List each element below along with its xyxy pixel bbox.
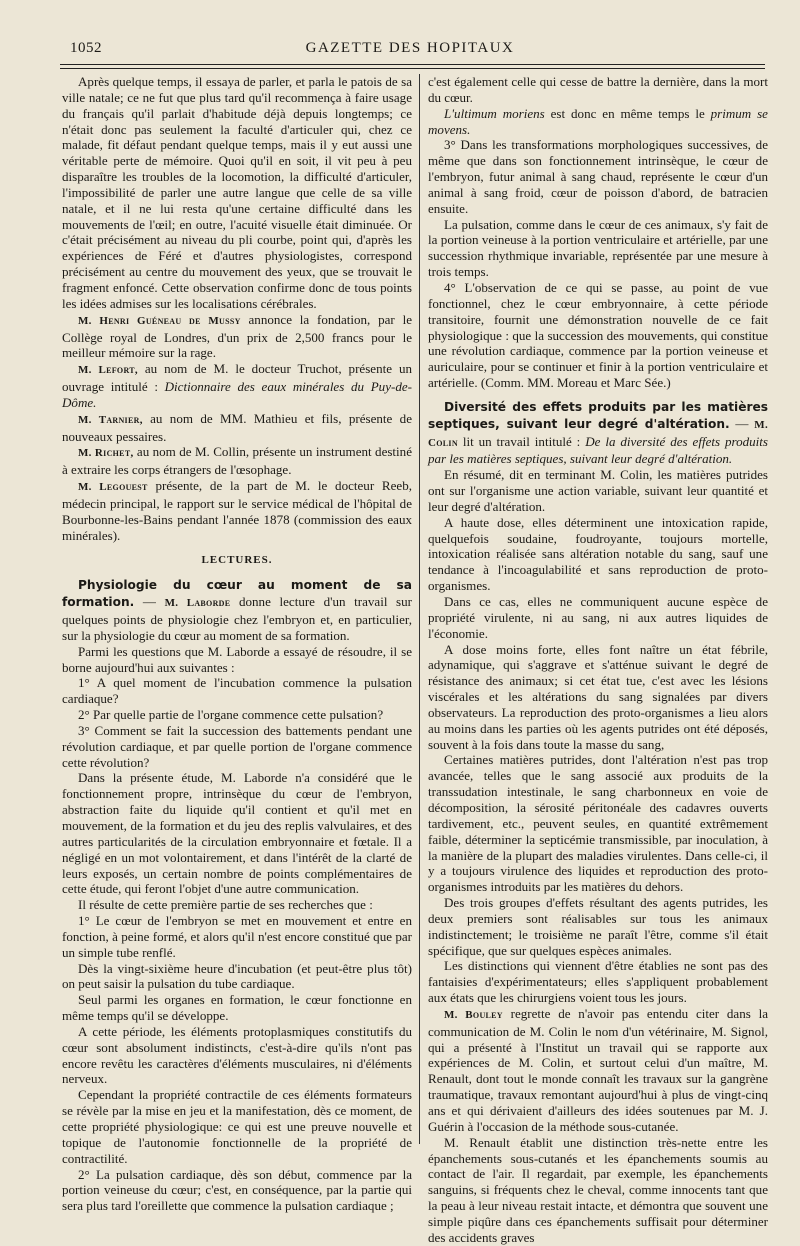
paragraph: M. Renault établit une distinction très-nette entre les épanchements sous-cutanés et les épanchements soumis au contact de l'air. Il regardait, par exemple, les épanchements sanguins, si fréquents chez le cheval, comme innocents tant que la peau à leur niveau restait intacte, et démontra que souvent une simple piqûre dans ces épanchements suffisait pour déterminer des accidents graves bbox=[428, 1134, 768, 1245]
article-heading: Physiologie du cœur au moment de sa formation. bbox=[62, 578, 412, 610]
paragraph: M. Tarnier, au nom de MM. Mathieu et fils, présente de nouveaux pessaires. bbox=[62, 410, 412, 444]
paragraph: 2° Par quelle partie de l'organe commence cette pulsation? bbox=[78, 707, 384, 723]
paragraph: M. Bouley regrette de n'avoir pas entendu citer dans la communication de M. Colin le nom d'un vétérinaire, M. Signol, qui a présenté à l'Institut un travail qui se rapporte aux expériences de M. Colin, et surtout celui d'un maître, M. Renault, dont tout le monde connaît les travaux sur la gangrène traumatique, travaux remontant aujourd'hui à plus de vingt-cinq ans et qui dérivaient d'ailleurs des idées soutenues par M. J. Guérin à l'occasion de la méthode sous-cutanée. bbox=[428, 1005, 768, 1134]
paragraph: Parmi les questions que M. Laborde a essayé de résoudre, il se borne aujourd'hui aux suivantes : bbox=[62, 643, 412, 675]
paragraph: Dans ce cas, elles ne communiquent aucune espèce de propriété virulente, ni au sang, ni aux autres liquides de l'économie. bbox=[428, 594, 768, 641]
column-divider bbox=[419, 74, 420, 1144]
paragraph: A haute dose, elles déterminent une intoxication rapide, quelquefois soudaine, foudroyante, toujours mortelle, intoxication réalisée sans altération notable du sang, sauf une tendance à l'incoagulabilité et sans reproduction de proto-organismes. bbox=[428, 514, 768, 594]
paragraph: En résumé, dit en terminant M. Colin, les matières putrides ont sur l'organisme une action variable, suivant leur quantité et leur degré d'altération. bbox=[428, 467, 768, 514]
paragraph: Après quelque temps, il essaya de parler, et parla le patois de sa ville natale; ce ne fut que plus tard qu'il recommença à faire usage du français qu'il parlait d'habitude déjà depuis longtemps; ce n'était donc pas seulement la faculté d'articuler qui, chez ce malade, fit défaut pendant quelque temps, mais il y eut aussi une véritable perte de mémoire. Quoi qu'il en soit, il vit peu à peu disparaître les troubles de la locomotion, la difficulté d'articuler, l'impossibilité de parler une autre langue que celle de sa ville natale, et il ne lui resta qu'une certaine difficulté dans les mouvements de l'œil; en outre, l'acuité visuelle était diminuée. Or c'était précisément au niveau du pli courbe, point qui, d'après les expériences de Féré et d'autres physiologistes, correspond précisément au centre du mouvement des yeux, que se trouvait le fragment enfoncé. Cette observation confirme donc de tous points les idées admises sur les localisations cérébrales. bbox=[62, 74, 412, 311]
book-title: Dictionnaire des eaux minérales du Puy-de-Dôme. bbox=[62, 379, 412, 410]
speaker-name: M. Richet, bbox=[78, 447, 134, 460]
page-header bbox=[60, 40, 760, 66]
spacer bbox=[428, 391, 768, 399]
article-title: De la diversité des effets produits par les matières septiques, suivant leur degré d'altération. bbox=[428, 433, 768, 467]
speaker-name: M. Tarnier, bbox=[78, 413, 143, 426]
paragraph: 3° Dans les transformations morphologiques successives, de même que dans son fonctionnement intrinsèque, le cœur de l'embryon, futur animal à sang chaud, représente le cœur d'un animal à sang froid, cœur de poisson d'abord, de batracien ensuite. bbox=[428, 137, 768, 216]
paragraph: M. Legouest présente, de la part de M. le docteur Reeb, médecin principal, le rapport sur le service médical de l'hôpital de Bourbonne-les-Bains pendant l'année 1878 (commission des eaux minérales). bbox=[62, 478, 412, 543]
paragraph: Dans la présente étude, M. Laborde n'a considéré que le fonctionnement propre, intrinsèque du cœur de l'embryon, abstraction faite du liquide qu'il contient et qu'il met en mouvement, de la formation et du jeu des replis valvulaires, et des autres particularités de la circulation embryonnaire et fœtale. Il a négligé en un mot volontairement, et dans l'intérêt de la clarté de leurs exposés, un certain nombre de points complémentaires de cette étude, qui feront l'objet d'une autre communication. bbox=[62, 770, 412, 897]
paragraph: Certaines matières putrides, dont l'altération n'est pas trop avancée, telles que le sang associé aux produits de la transsudation intestinale, le sang charbonneux en voie de décomposition, la sérosité péritonéale des cadavres ouverts tardivement, etc., peuvent seules, en quantité extrêmement faible, déterminer la septicémie transmissible, par inoculation, à la manière de la plupart des maladies virulentes. Dans celle-ci, il y a toujours virulence des liquides et reproduction des proto-organismes introduits par les matières du dehors. bbox=[428, 752, 768, 895]
paragraph: M. Richet, au nom de M. Collin, présente un instrument destiné à extraire les corps étrangers de l'œsophage. bbox=[62, 444, 412, 478]
paragraph: 4° L'observation de ce qui se passe, au point de vue fonctionnel, chez le cœur embryonnaire, à cette période transitoire, fournit une démonstration nouvelle de ce fait physiologique : que la succession des mouvements, qui constitue une révolution cardiaque, commence par la portion veineuse et auriculaire, pour se continuer et finir à la portion ventriculaire et artérielle. (Comm. MM. Moreau et Marc Sée.) bbox=[428, 279, 768, 391]
paragraph: Dès la vingt-sixième heure d'incubation (et peut-être plus tôt) on peut saisir la pulsation du tube cardiaque. bbox=[62, 960, 412, 992]
paragraph: Les distinctions qui viennent d'être établies ne sont pas des fantaisies d'expérimentateurs; elles s'appliquent probablement aux états que les chirurgiens voient tous les jours. bbox=[428, 958, 768, 1006]
paragraph: Il résulte de cette première partie de ses recherches que : bbox=[78, 897, 373, 913]
right-column bbox=[428, 74, 768, 1246]
paragraph: Des trois groupes d'effets résultant des agents putrides, les deux premiers sont réalisables sur tous les animaux indistinctement; le troisième ne paraît l'être, comme s'il était spécifique, que sur quelques espèces animales. bbox=[428, 895, 768, 958]
paragraph: 1° A quel moment de l'incubation commence la pulsation cardiaque? bbox=[62, 675, 412, 707]
paragraph: c'est également celle qui cesse de battre la dernière, dans la mort du cœur. bbox=[428, 74, 768, 105]
speaker-name: M. Lefort, bbox=[78, 364, 138, 377]
paragraph: L'ultimum moriens est donc en même temps le primum se movens. bbox=[428, 105, 768, 137]
header-rule-thick bbox=[60, 64, 765, 65]
paragraph: M. Henri Guéneau de Mussy annonce la fondation, par le Collège royal de Londres, d'un prix de 2,500 francs pour le meilleur mémoire sur la rage. bbox=[62, 311, 413, 361]
page-number: 1052 bbox=[70, 40, 102, 56]
paragraph: Cependant la propriété contractile de ces éléments formateurs se révèle par la mise en jeu et la manifestation, dès ce moment, de cette propriété physiologique: ce qui est une preuve nouvelle et topique de l'autonomie fonctionnelle de la propriété de contractilité. bbox=[62, 1087, 412, 1166]
paragraph: M. Lefort, au nom de M. le docteur Truchot, présente un ouvrage intitulé : Dictionnaire des eaux minérales du Puy-de-Dôme. bbox=[62, 361, 413, 410]
paragraph: Diversité des effets produits par les matières septiques, suivant leur degré d'altération. — M. Colin lit un travail intitulé : De la diversité des effets produits par les matières septiques, suivant leur degré d'altération. bbox=[428, 399, 768, 467]
article-heading: Diversité des effets produits par les matières septiques, suivant leur degré d'altération. bbox=[428, 399, 768, 431]
speaker-name: M. Laborde bbox=[164, 597, 231, 610]
paragraph: 1° Le cœur de l'embryon se met en mouvement et entre en fonction, à peine formé, et alors qu'il n'est encore constitué que par un simple tube renflé. bbox=[62, 913, 412, 960]
paragraph: Seul parmi les organes en formation, le cœur fonctionne en même temps qu'il se développe. bbox=[62, 992, 412, 1024]
speaker-name: M. Bouley bbox=[444, 1008, 503, 1021]
journal-title: GAZETTE DES HOPITAUX bbox=[305, 40, 515, 56]
speaker-name: M. Legouest bbox=[78, 481, 148, 494]
left-column bbox=[62, 74, 412, 1214]
speaker-name: M. Colin bbox=[428, 418, 768, 449]
paragraph: Physiologie du cœur au moment de sa formation. — M. Laborde donne lecture d'un travail sur quelques points de physiologie chez l'embryon et, en particulier, sur la physiologie du cœur au moment de sa formation. bbox=[62, 578, 412, 643]
paragraph: 3° Comment se fait la succession des battements pendant une révolution cardiaque, et par quelle portion de l'organe commence cette révolution? bbox=[62, 722, 412, 770]
section-title: LECTURES. bbox=[201, 554, 273, 567]
paragraph: 2° La pulsation cardiaque, dès son début, commence par la portion veineuse du cœur; c'est, en conséquence, par la partie qui sera plus tard l'oreillette que commence la pulsation cardiaque ; bbox=[62, 1166, 412, 1214]
header-rule-thin bbox=[60, 68, 765, 69]
paragraph: A cette période, les éléments protoplasmiques constitutifs du cœur sont absolument indistincts, c'est-à-dire qu'ils n'ont pas encore revêtu les caractères d'éléments musculaires, ni d'éléments nerveux. bbox=[62, 1023, 412, 1087]
paragraph: A dose moins forte, elles font naître un état fébrile, adynamique, qui s'aggrave et s'atténue suivant le degré de résistance des animaux; si cet état tue, c'est avec les lésions viscérales et les altérations du sang signalées par divers observateurs. La reproduction des proto-organismes a lieu alors au moins dans les parties où les agents putrides ont été déposés, souvent à la fois dans toute la masse du sang, bbox=[428, 641, 768, 752]
speaker-name: M. Henri Guéneau de Mussy bbox=[78, 314, 241, 327]
paragraph: La pulsation, comme dans le cœur de ces animaux, s'y fait de la portion veineuse à la portion ventriculaire et artérielle, par une succession rhythmique invariable, représentée par une mesure à trois temps. bbox=[428, 216, 768, 280]
